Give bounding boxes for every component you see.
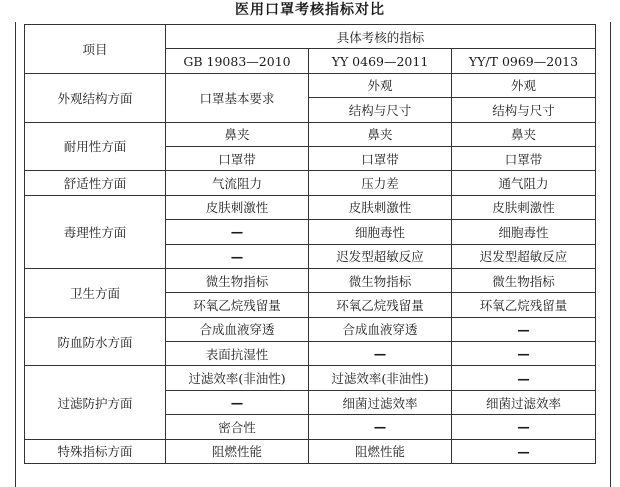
table-cell: 微生物指标 — [166, 268, 309, 292]
table-cell: 皮肤刺激性 — [452, 195, 596, 219]
table-cell: 迟发型超敏反应 — [452, 244, 596, 268]
table-cell: 微生物指标 — [309, 268, 452, 292]
empty-dash: — — [166, 244, 309, 268]
table-cell: 迟发型超敏反应 — [309, 244, 452, 268]
empty-dash: — — [309, 415, 452, 439]
table-cell: 表面抗湿性 — [166, 342, 309, 366]
row-group-label: 过滤防护方面 — [25, 366, 166, 439]
table-cell: 密合性 — [166, 415, 309, 439]
header-std-yyt0969: YY/T 0969—2013 — [452, 49, 596, 73]
table-cell: 气流阻力 — [166, 171, 309, 195]
header-row-1 — [25, 25, 596, 49]
table-cell: 环氧乙烷残留量 — [309, 293, 452, 317]
table-row — [25, 317, 596, 341]
header-item: 项目 — [25, 25, 166, 74]
table-cell: 口罩基本要求 — [166, 73, 309, 122]
table-cell: 鼻夹 — [452, 122, 596, 146]
table-cell: 鼻夹 — [309, 122, 452, 146]
table-cell: 合成血液穿透 — [309, 317, 452, 341]
empty-dash: — — [452, 415, 596, 439]
table-cell: 细胞毒性 — [309, 220, 452, 244]
table-row — [25, 366, 596, 390]
empty-dash: — — [452, 342, 596, 366]
table-cell: 细菌过滤效率 — [452, 390, 596, 414]
empty-dash: — — [166, 220, 309, 244]
table-cell: 通气阻力 — [452, 171, 596, 195]
table-cell: 细菌过滤效率 — [309, 390, 452, 414]
table-cell: 阻燃性能 — [166, 439, 309, 463]
table-row — [25, 195, 596, 219]
empty-dash: — — [452, 317, 596, 341]
table-cell: 结构与尺寸 — [309, 98, 452, 122]
table-cell: 结构与尺寸 — [452, 98, 596, 122]
table-row — [25, 122, 596, 146]
table-cell: 阻燃性能 — [309, 439, 452, 463]
table-cell: 皮肤刺激性 — [309, 195, 452, 219]
row-group-label: 特殊指标方面 — [25, 439, 166, 463]
row-group-label: 防血防水方面 — [25, 317, 166, 366]
table-cell: 过滤效率(非油性) — [309, 366, 452, 390]
table-cell: 口罩带 — [452, 146, 596, 170]
header-std-gb19083: GB 19083—2010 — [166, 49, 309, 73]
table-row — [25, 73, 596, 97]
header-std-yy0469: YY 0469—2011 — [309, 49, 452, 73]
empty-dash: — — [452, 439, 596, 463]
table-cell: 环氧乙烷残留量 — [452, 293, 596, 317]
table-cell: 口罩带 — [166, 146, 309, 170]
empty-dash: — — [166, 390, 309, 414]
table-row — [25, 268, 596, 292]
table-cell: 外观 — [452, 73, 596, 97]
table-cell: 细胞毒性 — [452, 220, 596, 244]
table-cell: 口罩带 — [309, 146, 452, 170]
table-row — [25, 171, 596, 195]
table-cell: 微生物指标 — [452, 268, 596, 292]
table-title: 医用口罩考核指标对比 — [235, 2, 385, 18]
table-cell: 鼻夹 — [166, 122, 309, 146]
table-cell: 外观 — [309, 73, 452, 97]
table-cell: 过滤效率(非油性) — [166, 366, 309, 390]
row-group-label: 舒适性方面 — [25, 171, 166, 195]
table-cell: 皮肤刺激性 — [166, 195, 309, 219]
table-row — [25, 439, 596, 463]
row-group-label: 耐用性方面 — [25, 122, 166, 171]
row-group-label: 外观结构方面 — [25, 73, 166, 122]
row-group-label: 毒理性方面 — [25, 195, 166, 268]
header-group: 具体考核的指标 — [166, 25, 596, 49]
table-cell: 环氧乙烷残留量 — [166, 293, 309, 317]
empty-dash: — — [309, 342, 452, 366]
comparison-table — [24, 24, 596, 464]
table-cell: 压力差 — [309, 171, 452, 195]
table-cell: 合成血液穿透 — [166, 317, 309, 341]
row-group-label: 卫生方面 — [25, 268, 166, 317]
empty-dash: — — [452, 366, 596, 390]
